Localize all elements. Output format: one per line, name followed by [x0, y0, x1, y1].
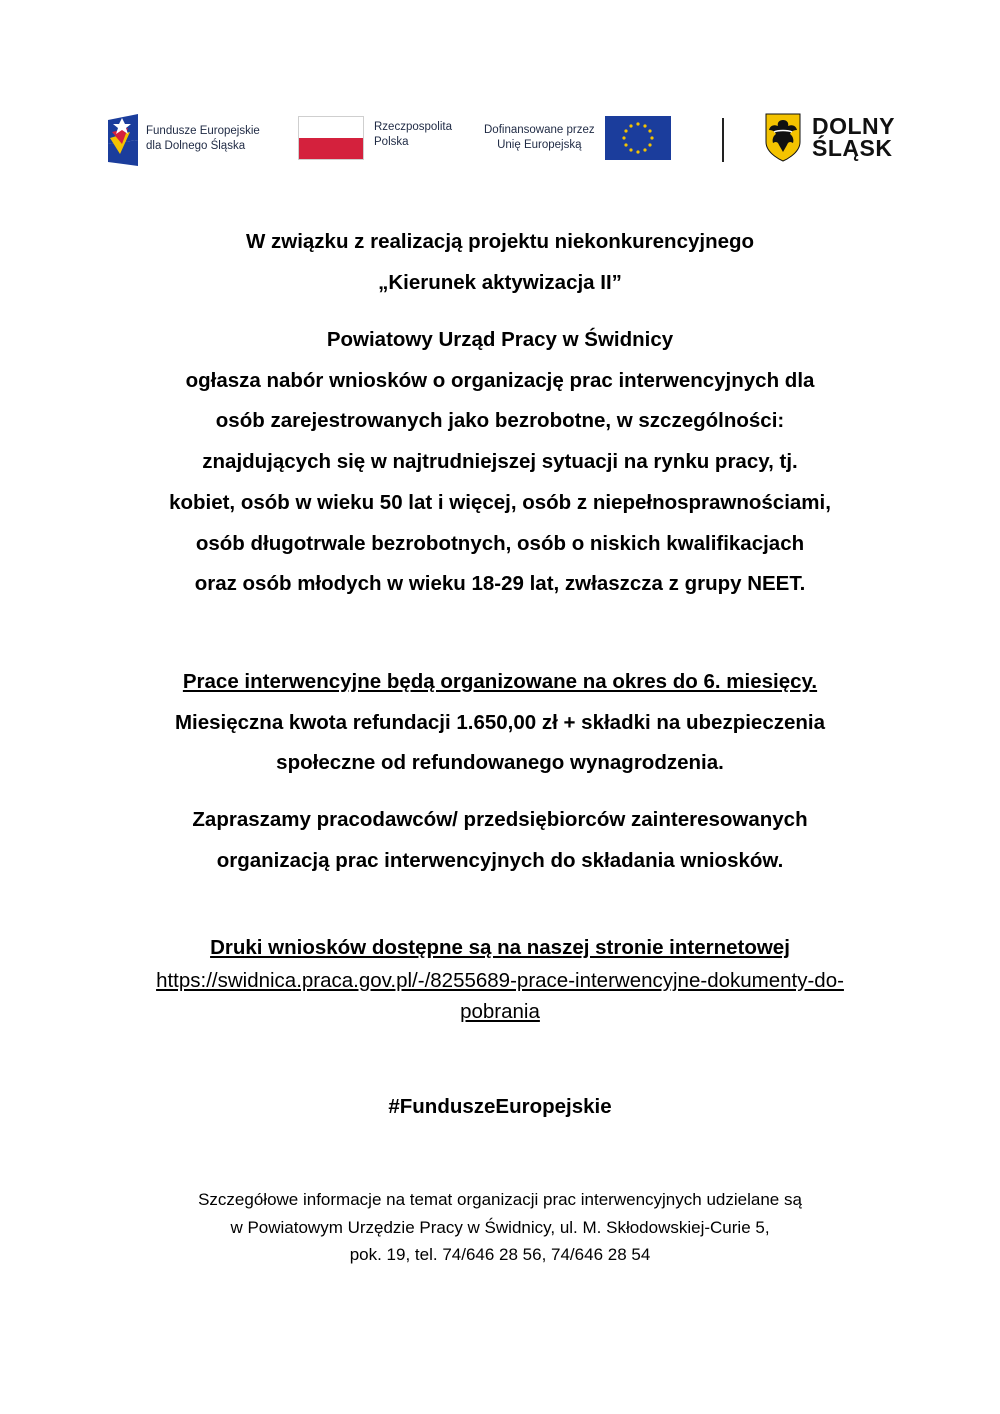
polish-flag-icon	[298, 116, 364, 160]
announcement-block	[90, 320, 910, 605]
pl-name-line2: Polska	[374, 136, 409, 148]
announcement-line: ogłasza nabór wniosków o organizację prac interwencyjnych dla	[185, 368, 815, 392]
announcement-line: kobiet, osób w wieku 50 lat i więcej, osób z niepełnosprawnościami,	[169, 490, 831, 514]
footer-block	[90, 1186, 910, 1269]
pl-name-line1: Rzeczpospolita	[374, 121, 452, 133]
office-name: Powiatowy Urząd Pracy w Świdnicy	[326, 328, 674, 351]
footer-line-3: pok. 19, tel. 74/646 28 56, 74/646 28 54	[349, 1245, 651, 1264]
announcement-line: oraz osób młodych w wieku 18-29 lat, zwłaszcza z grupy NEET.	[194, 572, 806, 596]
refund-line-2: społeczne od refundowanego wynagrodzenia.	[276, 751, 724, 775]
fe-emblem-icon	[108, 110, 138, 168]
footer-line-1: Szczegółowe informacje na temat organizacji prac interwencyjnych udzielane są	[198, 1190, 802, 1209]
eu-cofinanced-logo	[484, 116, 671, 160]
terms-block	[90, 662, 910, 784]
eu-flag-icon	[605, 116, 671, 160]
forms-url-link[interactable]	[60, 965, 940, 1027]
announcement-line: osób zarejestrowanych jako bezrobotne, w szczególności:	[215, 409, 785, 433]
hashtag: #FunduszeEuropejskie	[388, 1095, 612, 1118]
eu-text-line1: Dofinansowane przez	[484, 124, 595, 136]
refund-line-1: Miesięczna kwota refundacji 1.650,00 zł + składki na ubezpieczenia	[174, 710, 825, 734]
invite-line-1: Zapraszamy pracodawców/ przedsiębiorców zainteresowanych	[192, 808, 808, 831]
ds-name-line2: ŚLĄSK	[812, 135, 893, 161]
hashtag-block	[90, 1087, 910, 1128]
ds-name-line1: DOLNY	[812, 113, 895, 139]
intro-block	[90, 222, 910, 303]
footer-line-2: w Powiatowym Urzędzie Pracy w Świdnicy, ul. M. Skłodowskiej-Curie 5,	[230, 1217, 770, 1237]
eu-text-line2: Unię Europejską	[497, 139, 582, 151]
period-info: Prace interwencyjne będą organizowane na okres do 6. miesięcy.	[182, 670, 818, 693]
invite-block	[90, 800, 910, 881]
announcement-line: znajdujących się w najtrudniejszej sytuacji na rynku pracy, tj.	[202, 450, 798, 474]
fundusze-europejskie-logo	[108, 110, 260, 168]
forms-block	[60, 928, 940, 1027]
forms-url-line-1: https://swidnica.praca.gov.pl/-/8255689-prace-interwencyjne-dokumenty-do-	[156, 968, 844, 992]
announcement-line: osób długotrwale bezrobotnych, osób o niskich kwalifikacjach	[195, 531, 805, 555]
project-title: „Kierunek aktywizacja II”	[378, 270, 622, 294]
logo-divider	[722, 118, 724, 162]
rzeczpospolita-polska-logo	[298, 116, 452, 160]
intro-line-1: W związku z realizacją projektu niekonkurencyjnego	[245, 230, 755, 253]
dolny-slask-logo	[764, 112, 895, 162]
eagle-crest-icon	[764, 112, 802, 162]
fe-name-line1: Fundusze Europejskie	[146, 125, 260, 137]
fe-name-line2: dla Dolnego Śląska	[146, 140, 246, 152]
logo-bar	[108, 104, 904, 174]
invite-line-2: organizacją prac interwencyjnych do składania wniosków.	[216, 848, 784, 872]
forms-url-line-2: pobrania	[460, 999, 540, 1023]
forms-heading: Druki wniosków dostępne są na naszej stronie internetowej	[210, 936, 790, 959]
